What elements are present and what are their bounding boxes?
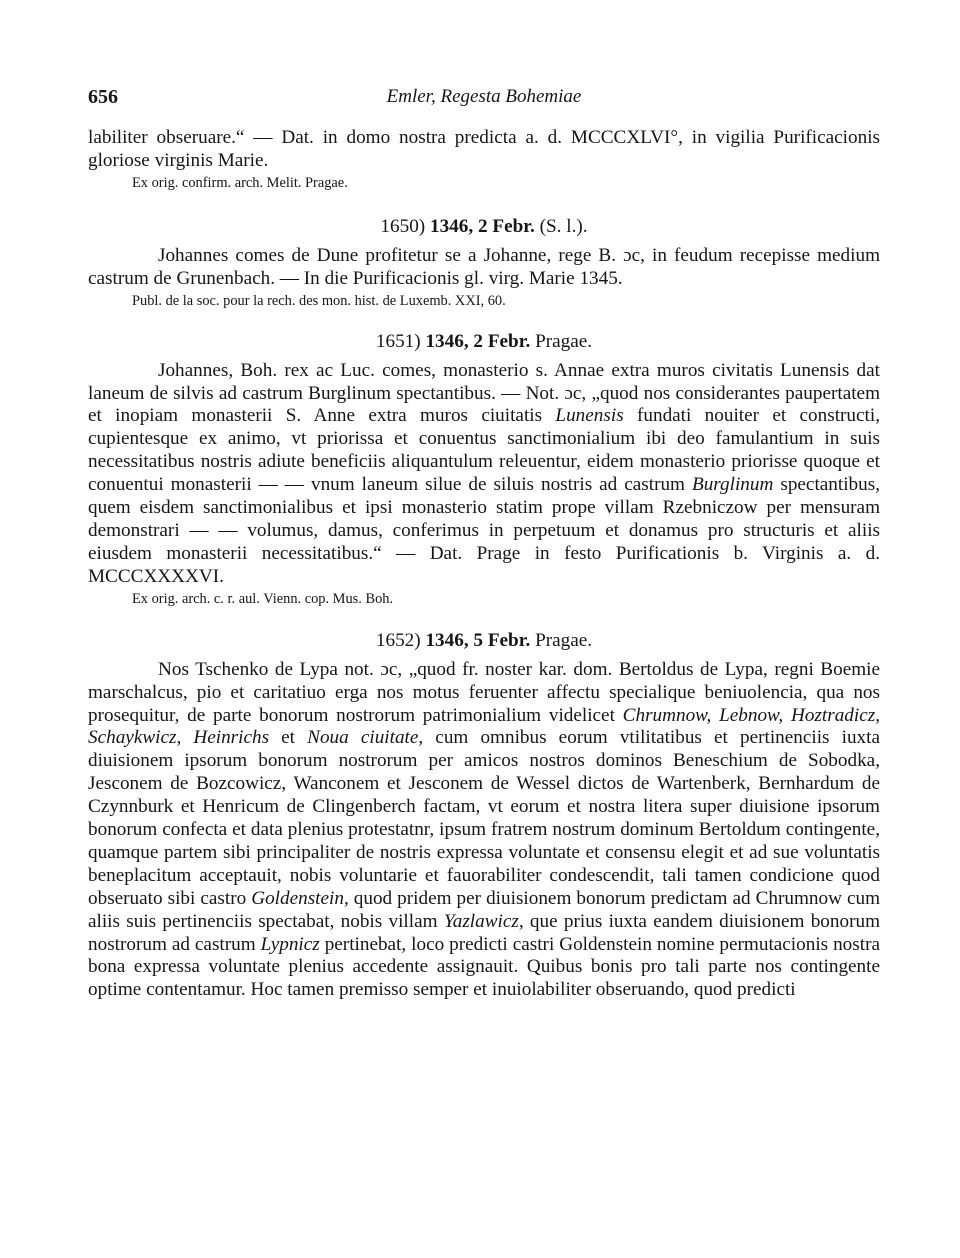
entry-year: 1346,: [425, 629, 469, 651]
italic-place-name: Noua ciuitate,: [307, 727, 424, 749]
italic-place-names: Chrumnow, Lebnow, Hoztradicz, Schaykwicz, Heinrichs: [88, 704, 880, 749]
entry-place: Pragae.: [535, 629, 593, 651]
entry-number: 1652): [375, 629, 421, 651]
entry-place: Pragae.: [535, 330, 593, 352]
entry-date: 2 Febr.: [473, 330, 531, 352]
entry-number: 1650): [380, 215, 426, 237]
entry-1651-heading: [88, 330, 880, 354]
intro-source: Ex orig. confirm. arch. Melit. Pragae.: [132, 174, 348, 191]
entry-1650-source: Publ. de la soc. pour la rech. des mon. hist. de Luxemb. XXI, 60.: [132, 292, 506, 309]
italic-place-name: Yazlawicz,: [443, 910, 524, 932]
page-number: 656: [88, 86, 118, 108]
running-title: Emler, Regesta Bohemiae: [386, 86, 582, 107]
italic-place-name: Lunensis: [555, 405, 624, 427]
entry-date: 2 Febr.: [477, 215, 535, 237]
entry-date: 5 Febr.: [473, 629, 531, 651]
entry-1652-heading: [88, 629, 880, 653]
entry-year: 1346,: [425, 330, 469, 352]
entry-year: 1346,: [429, 215, 474, 237]
entry-number: 1651): [375, 330, 421, 352]
italic-place-name: Burglinum: [691, 474, 774, 496]
entry-1651-text: Johannes, Boh. rex ac Luc. comes, monasterio s. Annae extra muros civitatis Lunensis dat laneum de silvis ad castrum Burglinum spectantibus. — Not. ɔc, „quod nos considerantes paupertatem et inopiam monasterii S. Anne extra muros ciuitatis Lunensis fundati nouiter et constructi, cupientesque ex animo, vt priorissa et conuentus sanctimonialium ibi deo famulantium in suis necessitatibus nostris adiute beneficiis aliquantulum releuentur, eidem monasterio priorisse quoque et conuentui monasterii — — vnum laneum silue de siluis nostris ad castrum Burglinum spectantibus, quem eisdem sanctimonialibus et ipsi monasterio statim prope villam Rzebniczow per mensuram demonstrari — — volumus, damus, conferimus in perpetuum et donamus pro structuris et aliis eiusdem monasterii necessitatibus.“ — Dat. Prage in festo Purificationis b. Virginis a. d. MCCCXXXXVI.: [88, 359, 880, 587]
entry-1650-heading: [88, 215, 880, 239]
page-header: [88, 86, 880, 112]
italic-place-name: Lypnicz: [260, 933, 320, 955]
entry-place: (S. l.).: [539, 215, 588, 237]
entry-1651-source: Ex orig. arch. c. r. aul. Vienn. cop. Mus. Boh.: [132, 590, 394, 607]
entry-1652-text: Nos Tschenko de Lypa not. ɔc, „quod fr. noster kar. dom. Bertoldus de Lypa, regni Boemie marschalcus, pio et caritatiuo erga nos motus feruenter affectu specialique beniuolencia, qua nos prosequitur, de parte bonorum nostrorum patrimonialium videlicet Chrumnow, Lebnow, Hoztradicz, Schaykwicz, Heinrichs et Noua ciuitate, cum omnibus eorum vtilitatibus et pertinenciis iuxta diuisionem ipsorum bonorum nostrorum per amicos nostros dominos Beneschium de Sobodka, Jesconem de Bozcowicz, Wanconem et Jesconem de Wessel dictos de Wartenberk, Bernhardum de Czynnburk et Henricum de Clingenberch factam, vt eorum et nostra litera super diuisione ipsorum bonorum confecta et data plenius protestatnr, ipsum fratrem nostrum dominum Bertoldum contingente, quamque partem sibi principaliter de nostris expressa voluntate et consensu elegit et ad sue voluntatis beneplacitum acceptauit, nobis voluntarie et fauorabiliter condescendit, tali tamen condicione quod obseruato sibi castro Goldenstein, quod pridem per diuisionem bonorum predictam ad Chrumnow cum aliis suis pertinenciis spectabat, nobis villam Yazlawicz, que prius iuxta eandem diuisionem bonorum nostrorum ad castrum Lypnicz pertinebat, loco predicti castri Goldenstein nomine permutacionis nostra bona expressa voluntate plenius accedente assignauit. Quibus bonis pro tali parte nos contingente optime contentamur. Hoc tamen premisso semper et inuiolabiliter obseruando, quod predicti: [88, 658, 880, 1001]
italic-place-name: Goldenstein,: [251, 887, 349, 909]
page-body: [88, 127, 880, 1002]
intro-paragraph: labiliter obseruare.“ — Dat. in domo nostra predicta a. d. MCCCXLVI°, in vigilia Purificacionis gloriose virginis Marie.: [88, 127, 880, 171]
entry-1650-text: Johannes comes de Dune profitetur se a Johanne, rege B. ɔc, in feudum recepisse medium castrum de Grunenbach. — In die Purificacionis gl. virg. Marie 1345.: [88, 244, 880, 289]
